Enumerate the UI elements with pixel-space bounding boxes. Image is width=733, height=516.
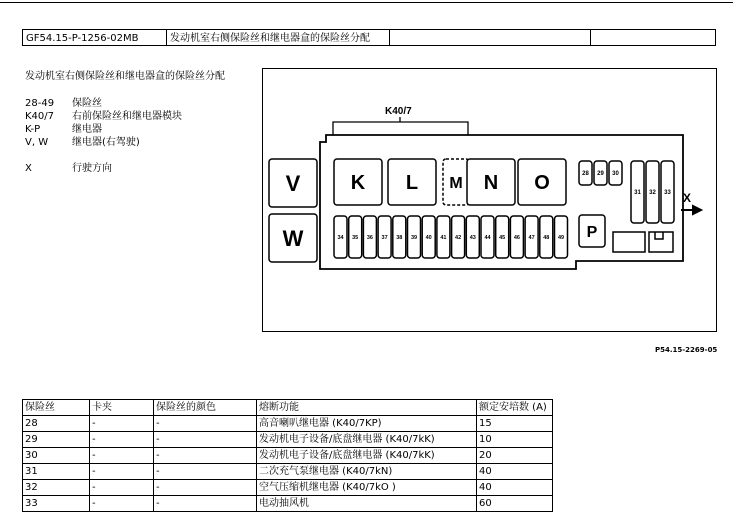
- fuse-41: [437, 216, 450, 258]
- fuse-48-label: 48: [543, 234, 550, 241]
- fuse-49-label: 49: [557, 234, 565, 241]
- fuse-44-label: 44: [484, 234, 491, 241]
- fuse-42-label: 42: [455, 234, 462, 241]
- legend-key: 28-49: [25, 98, 55, 109]
- fuse-38-label: 38: [396, 234, 403, 241]
- column-header: 卡夹: [90, 400, 154, 416]
- fuse-39-label: 39: [410, 234, 418, 241]
- table-cell: -: [90, 448, 154, 464]
- document-title: 发动机室右侧保险丝和继电器盒的保险丝分配: [167, 30, 390, 45]
- legend-value: 继电器(右驾驶): [72, 137, 140, 148]
- relay-m: [443, 159, 469, 205]
- column-header: 熔断功能: [257, 400, 477, 416]
- legend-key: K-P: [25, 124, 41, 135]
- table-cell: 31: [23, 464, 90, 480]
- legend-value: 行驶方向: [72, 163, 112, 174]
- fuse-28: [579, 161, 592, 185]
- table-cell: 32: [23, 480, 90, 496]
- legend-item: [25, 136, 182, 149]
- fuse-45-label: 45: [499, 234, 506, 241]
- table-cell: 空气压缩机继电器 (K40/7kO ): [257, 480, 477, 496]
- relay-w-label: W: [282, 225, 304, 251]
- relay-l-label: L: [405, 172, 419, 195]
- fuse-table: [22, 399, 553, 512]
- relay-n: [467, 159, 515, 205]
- table-row: [23, 448, 553, 464]
- table-row: [23, 496, 553, 512]
- fuse-33: [661, 161, 674, 223]
- table-cell: 二次充气泵继电器 (K40/7kN): [257, 464, 477, 480]
- fuse-44: [481, 216, 494, 258]
- fuse-42: [452, 216, 465, 258]
- top-rule: [0, 2, 733, 3]
- fuse-30-label: 30: [612, 171, 619, 178]
- fuse-38: [393, 216, 406, 258]
- relay-v: [269, 159, 317, 207]
- fuse-36: [363, 216, 376, 258]
- direction-arrow-icon: [681, 206, 701, 214]
- table-cell: -: [90, 480, 154, 496]
- fuse-32: [646, 161, 659, 223]
- fuse-31-label: 31: [634, 190, 641, 197]
- legend-value: 右前保险丝和继电器模块: [72, 111, 182, 122]
- fuse-34: [334, 216, 347, 258]
- legend: [25, 97, 182, 175]
- module-label: K40/7: [385, 106, 412, 117]
- fuse-31: [631, 161, 644, 223]
- fuse-36-label: 36: [366, 234, 373, 241]
- legend-item: [25, 123, 182, 136]
- legend-value: 保险丝: [72, 98, 102, 109]
- legend-value: 继电器: [72, 124, 102, 135]
- fuse-37: [378, 216, 391, 258]
- fuse-33-label: 33: [664, 190, 671, 197]
- legend-item: [25, 162, 182, 175]
- table-cell: 电动抽风机: [257, 496, 477, 512]
- fuse-35-label: 35: [352, 234, 359, 241]
- table-cell: -: [90, 496, 154, 512]
- table-cell: 33: [23, 496, 90, 512]
- connector-block-notched: [649, 232, 673, 252]
- fuse-41-label: 41: [440, 234, 447, 241]
- fuse-46: [510, 216, 523, 258]
- table-cell: 29: [23, 432, 90, 448]
- fuse-32-label: 32: [649, 190, 656, 197]
- relay-k-label: K: [350, 172, 366, 195]
- column-header: 保险丝: [23, 400, 90, 416]
- table-cell: 60: [477, 496, 553, 512]
- fuse-30: [609, 161, 622, 185]
- relay-n-label: N: [483, 172, 499, 195]
- relay-o-label: O: [534, 172, 550, 195]
- fuse-40-label: 40: [425, 234, 432, 241]
- relay-p: [579, 215, 605, 247]
- table-cell: 15: [477, 416, 553, 432]
- table-cell: -: [154, 448, 257, 464]
- fuse-40: [422, 216, 435, 258]
- document-code: GF54.15-P-1256-02MB: [23, 30, 167, 45]
- fuse-47-label: 47: [528, 234, 535, 241]
- table-cell: -: [154, 432, 257, 448]
- legend-key: X: [25, 163, 32, 174]
- table-cell: -: [90, 416, 154, 432]
- module-bracket: [333, 117, 468, 135]
- fuse-box-svg: [263, 69, 716, 331]
- fuse-34-label: 34: [337, 234, 344, 241]
- fuse-35: [349, 216, 362, 258]
- fuse-46-label: 46: [513, 234, 520, 241]
- fuse-43-label: 43: [469, 234, 476, 241]
- table-row: [23, 432, 553, 448]
- table-cell: -: [90, 432, 154, 448]
- relay-v-label: V: [285, 170, 301, 196]
- table-cell: 发动机电子设备/底盘继电器 (K40/7kK): [257, 432, 477, 448]
- fuse-45: [496, 216, 509, 258]
- table-cell: 发动机电子设备/底盘继电器 (K40/7kK): [257, 448, 477, 464]
- table-cell: 高音喇叭继电器 (K40/7KP): [257, 416, 477, 432]
- document-header: [22, 29, 716, 46]
- relay-p-label: P: [586, 223, 598, 241]
- relay-o: [518, 159, 566, 205]
- direction-label: X: [683, 191, 692, 205]
- description-title: 发动机室右侧保险丝和继电器盒的保险丝分配: [25, 71, 225, 82]
- figure-reference: P54.15-2269-05: [655, 346, 718, 354]
- legend-item: [25, 110, 182, 123]
- connector-block: [613, 232, 645, 252]
- fuse-47: [525, 216, 538, 258]
- legend-key: K40/7: [25, 111, 55, 122]
- table-cell: 28: [23, 416, 90, 432]
- table-row: [23, 464, 553, 480]
- fuse-48: [540, 216, 553, 258]
- fuse-49: [555, 216, 568, 258]
- relay-w: [269, 214, 317, 262]
- fuse-29: [594, 161, 607, 185]
- table-cell: 20: [477, 448, 553, 464]
- table-row: [23, 416, 553, 432]
- table-cell: 30: [23, 448, 90, 464]
- column-header: 保险丝的颜色: [154, 400, 257, 416]
- header-cell-empty-1: [390, 30, 591, 45]
- relay-l: [388, 159, 436, 205]
- fuse-43: [466, 216, 479, 258]
- fuse-28-label: 28: [582, 171, 589, 178]
- table-cell: 40: [477, 464, 553, 480]
- table-cell: -: [154, 496, 257, 512]
- legend-item: [25, 97, 182, 110]
- table-cell: -: [90, 464, 154, 480]
- header-cell-empty-2: [591, 30, 715, 45]
- table-cell: -: [154, 464, 257, 480]
- relay-k: [334, 159, 382, 205]
- column-header: 额定安培数 (A): [477, 400, 553, 416]
- table-row: [23, 480, 553, 496]
- table-cell: 40: [477, 480, 553, 496]
- table-header-row: [23, 400, 553, 416]
- relay-m-label: M: [449, 174, 463, 192]
- fuse-box-diagram: [262, 68, 717, 332]
- fuse-39: [408, 216, 421, 258]
- legend-key: V, W: [25, 137, 49, 148]
- fuse-37-label: 37: [381, 234, 388, 241]
- table-cell: 10: [477, 432, 553, 448]
- fuse-29-label: 29: [597, 171, 604, 178]
- table-cell: -: [154, 480, 257, 496]
- table-cell: -: [154, 416, 257, 432]
